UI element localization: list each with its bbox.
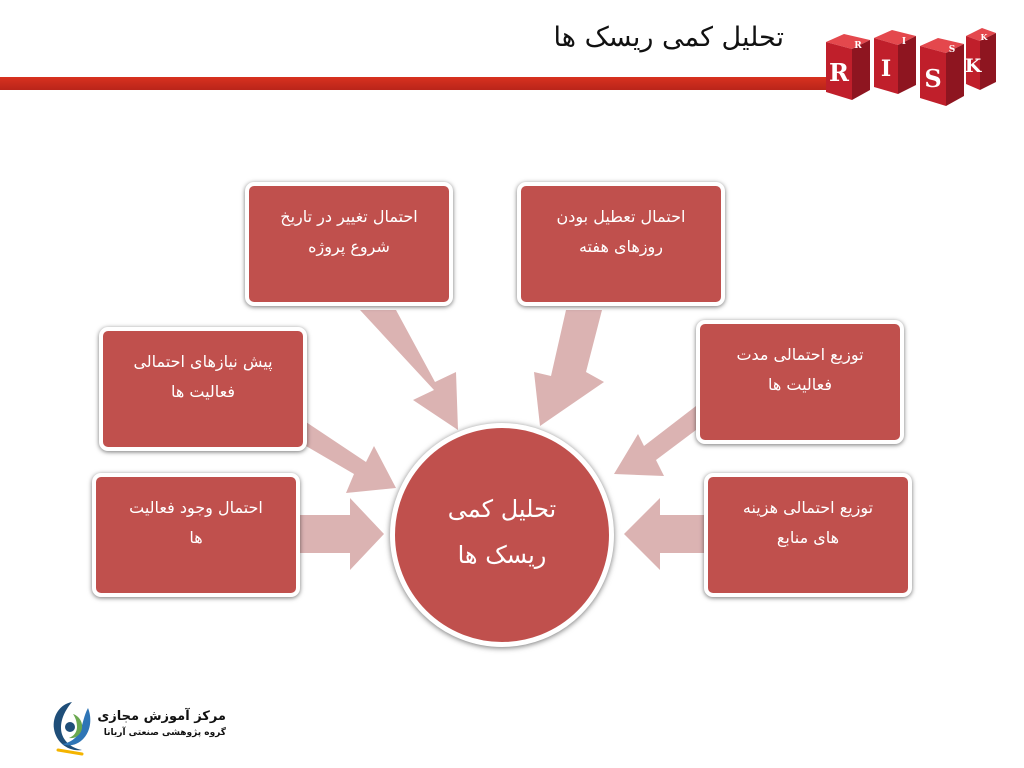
risk-letter-s: S bbox=[924, 64, 942, 93]
ariana-logo-icon bbox=[48, 698, 96, 760]
node-activity-existence bbox=[92, 473, 300, 597]
node-start-date-change-line1: احتمال تغییر در تاریخ bbox=[280, 207, 418, 226]
node-weekday-holidays bbox=[517, 182, 725, 306]
arrow-mid-left bbox=[306, 422, 396, 493]
risk-top-letter-r: R bbox=[854, 41, 862, 51]
node-activity-existence-line2: ها bbox=[189, 528, 203, 547]
arrow-mid-right bbox=[614, 406, 696, 476]
arrow-low-left bbox=[298, 498, 384, 570]
arrow-top-left bbox=[360, 310, 458, 430]
node-resource-cost-distribution-line2: های منابع bbox=[776, 528, 840, 547]
center-node bbox=[390, 423, 614, 647]
risk-letter-k: K bbox=[964, 55, 982, 77]
node-duration-distribution-line2: فعالیت ها bbox=[767, 375, 833, 394]
node-duration-distribution bbox=[696, 320, 904, 444]
footer-org-text bbox=[98, 708, 226, 740]
risk-top-letter-k: K bbox=[980, 32, 988, 42]
risk-top-letter-s: S bbox=[948, 45, 956, 55]
risk-letter-i: I bbox=[880, 56, 892, 82]
node-duration-distribution-line1: توزیع احتمالی مدت bbox=[736, 345, 864, 364]
footer-org-name: مرکز آموزش مجازی bbox=[97, 709, 226, 724]
footer-org-subtitle: گروه پژوهشی صنعتی آریانا bbox=[103, 728, 226, 738]
risk-letter-r: R bbox=[829, 58, 849, 87]
node-activity-existence-line1: احتمال وجود فعالیت bbox=[129, 498, 263, 517]
arrow-top-right bbox=[534, 310, 604, 426]
node-probable-predecessors-line1: پیش نیازهای احتمالی bbox=[133, 352, 273, 371]
node-probable-predecessors bbox=[99, 327, 307, 451]
node-weekday-holidays-line1: احتمال تعطیل بودن bbox=[556, 207, 686, 226]
center-node-line2: ریسک ها bbox=[457, 541, 547, 569]
risk-top-letter-i: I bbox=[901, 37, 907, 47]
node-resource-cost-distribution-line1: توزیع احتمالی هزینه bbox=[742, 498, 874, 517]
node-probable-predecessors-line2: فعالیت ها bbox=[170, 382, 236, 401]
center-node-line1: تحلیل کمی bbox=[447, 495, 557, 523]
node-start-date-change bbox=[245, 182, 453, 306]
node-weekday-holidays-line2: روزهای هفته bbox=[578, 237, 664, 256]
node-resource-cost-distribution bbox=[704, 473, 912, 597]
arrow-low-right bbox=[624, 498, 706, 570]
slide-title: تحلیل کمی ریسک ها bbox=[553, 22, 784, 53]
node-start-date-change-line2: شروع پروژه bbox=[308, 237, 390, 256]
